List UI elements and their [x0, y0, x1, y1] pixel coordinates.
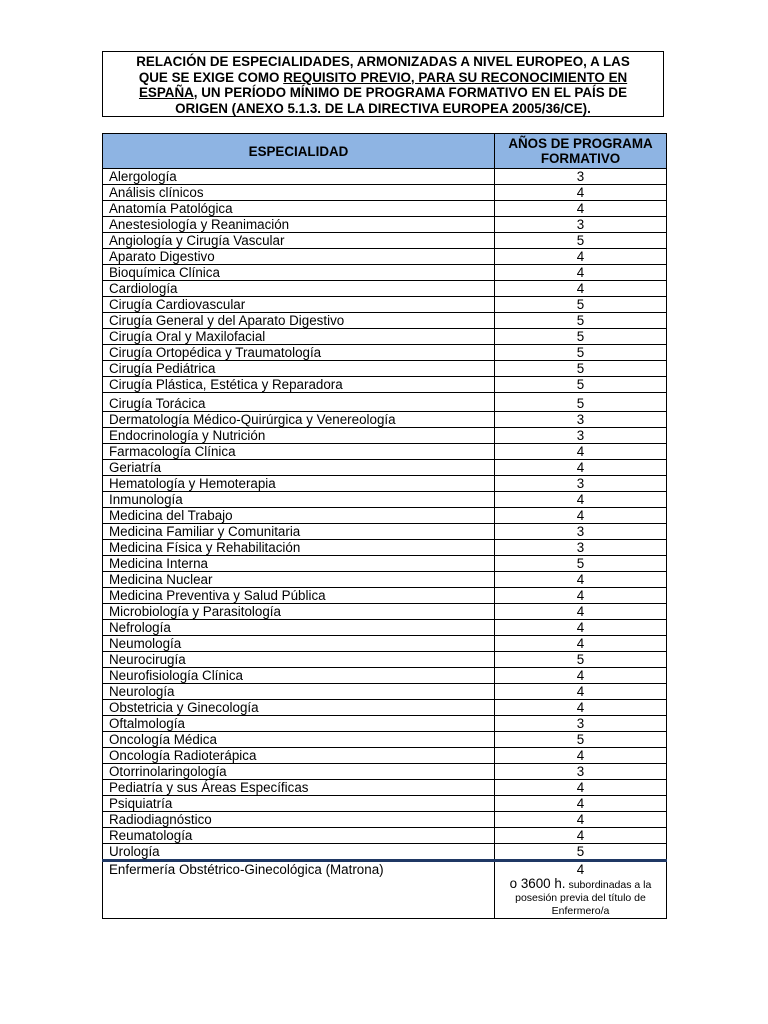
specialty-name: Angiología y Cirugía Vascular — [103, 233, 495, 249]
table-row — [103, 361, 667, 377]
table-row — [103, 828, 667, 844]
table-row — [103, 524, 667, 540]
table-row — [103, 377, 667, 393]
specialty-years: 4 — [495, 460, 667, 476]
table-header-row — [103, 134, 667, 169]
specialty-years: 3 — [495, 217, 667, 233]
table-row — [103, 684, 667, 700]
table-row — [103, 444, 667, 460]
specialty-years: 3 — [495, 428, 667, 444]
specialty-years: 3 — [495, 412, 667, 428]
specialty-name: Cirugía General y del Aparato Digestivo — [103, 313, 495, 329]
specialty-name: Neurología — [103, 684, 495, 700]
specialty-years: 3 — [495, 764, 667, 780]
specialty-name: Alergología — [103, 169, 495, 185]
specialty-years: 5 — [495, 329, 667, 345]
table-row — [103, 460, 667, 476]
title-line-3-underlined: ESPAÑA — [138, 85, 194, 101]
specialty-years: 5 — [495, 233, 667, 249]
title-line-4: ORIGEN (ANEXO 5.1.3. DE LA DIRECTIVA EUROPEA 2005/36/CE). — [175, 100, 591, 116]
specialty-years: 4 — [495, 249, 667, 265]
specialty-years: 4 — [495, 684, 667, 700]
table-row — [103, 780, 667, 796]
table-row — [103, 652, 667, 668]
specialty-years: 4 — [495, 508, 667, 524]
table-row — [103, 233, 667, 249]
specialty-name: Medicina del Trabajo — [103, 508, 495, 524]
table-row — [103, 249, 667, 265]
specialty-name: Cirugía Pediátrica — [103, 361, 495, 377]
specialty-years-note — [495, 861, 667, 919]
table-row — [103, 169, 667, 185]
specialty-name: Cirugía Ortopédica y Traumatología — [103, 345, 495, 361]
specialty-name: Microbiología y Parasitología — [103, 604, 495, 620]
title-line-3-plain: , UN PERÍODO MÍNIMO DE PROGRAMA FORMATIVO EN EL PAÍS DE — [193, 85, 628, 101]
table-row — [103, 716, 667, 732]
specialty-years: 4 — [495, 492, 667, 508]
specialty-years: 5 — [495, 345, 667, 361]
specialty-name: Farmacología Clínica — [103, 444, 495, 460]
hours-note-text-1: subordinadas a la — [568, 879, 652, 891]
title-line-2 — [103, 70, 663, 86]
specialty-name: Pediatría y sus Áreas Específicas — [103, 780, 495, 796]
table-row — [103, 329, 667, 345]
table-row — [103, 556, 667, 572]
title-line-3 — [103, 85, 663, 101]
specialty-years: 5 — [495, 844, 667, 861]
specialty-name: Enfermería Obstétrico-Ginecológica (Matrona) — [103, 861, 495, 919]
table-row — [103, 572, 667, 588]
specialty-years: 3 — [495, 716, 667, 732]
specialty-name: Radiodiagnóstico — [103, 812, 495, 828]
table-row — [103, 297, 667, 313]
table-row — [103, 345, 667, 361]
specialty-years: 5 — [495, 732, 667, 748]
specialty-name: Inmunología — [103, 492, 495, 508]
specialty-name: Cirugía Plástica, Estética y Reparadora — [103, 377, 495, 393]
specialty-years: 4 — [495, 636, 667, 652]
specialty-name: Medicina Nuclear — [103, 572, 495, 588]
specialty-name: Cirugía Cardiovascular — [103, 297, 495, 313]
table-row — [103, 620, 667, 636]
specialty-years: 5 — [495, 361, 667, 377]
table-row — [103, 636, 667, 652]
specialty-name: Neurocirugía — [103, 652, 495, 668]
specialty-years: 4 — [495, 185, 667, 201]
title-line-1: RELACIÓN DE ESPECIALIDADES, ARMONIZADAS A NIVEL EUROPEO, A LAS — [136, 54, 630, 69]
hours-note-main: o 3600 h. — [509, 876, 566, 891]
header-anos: AÑOS DE PROGRAMA FORMATIVO — [495, 134, 667, 169]
document-title — [102, 51, 664, 117]
hours-note-text-2: posesión previa del título de — [515, 892, 646, 904]
specialty-years: 4 — [495, 812, 667, 828]
specialty-name: Geriatría — [103, 460, 495, 476]
specialty-years: 4 — [495, 265, 667, 281]
specialty-name: Oncología Radioterápica — [103, 748, 495, 764]
table-row — [103, 201, 667, 217]
table-row — [103, 732, 667, 748]
table-row — [103, 313, 667, 329]
specialty-years: 4 — [495, 444, 667, 460]
specialty-years: 4 — [495, 281, 667, 297]
table-row — [103, 412, 667, 428]
table-row — [103, 492, 667, 508]
specialty-years: 4 — [495, 668, 667, 684]
specialty-years: 3 — [495, 540, 667, 556]
specialty-years: 3 — [495, 169, 667, 185]
title-line-2-underlined: REQUISITO PREVIO, PARA SU RECONOCIMIENTO EN — [283, 69, 628, 85]
specialty-name: Endocrinología y Nutrición — [103, 428, 495, 444]
specialty-name: Urología — [103, 844, 495, 861]
specialty-name: Dermatología Médico-Quirúrgica y Venereología — [103, 412, 495, 428]
table-row — [103, 428, 667, 444]
specialty-name: Neurofisiología Clínica — [103, 668, 495, 684]
specialty-years: 5 — [495, 393, 667, 412]
table-row — [103, 668, 667, 684]
specialty-name: Análisis clínicos — [103, 185, 495, 201]
specialty-years: 4 — [495, 828, 667, 844]
specialty-years: 4 — [495, 572, 667, 588]
specialty-name: Medicina Interna — [103, 556, 495, 572]
specialty-name: Oncología Médica — [103, 732, 495, 748]
specialty-name: Anestesiología y Reanimación — [103, 217, 495, 233]
specialty-name: Medicina Familiar y Comunitaria — [103, 524, 495, 540]
header-especialidad: ESPECIALIDAD — [103, 134, 495, 169]
table-row — [103, 844, 667, 861]
table-row — [103, 508, 667, 524]
specialty-name: Nefrología — [103, 620, 495, 636]
table-row — [103, 281, 667, 297]
specialty-name: Hematología y Hemoterapia — [103, 476, 495, 492]
specialty-years: 5 — [495, 652, 667, 668]
specialty-name: Otorrinolaringología — [103, 764, 495, 780]
specialty-name: Cardiología — [103, 281, 495, 297]
table-row — [103, 540, 667, 556]
table-row — [103, 604, 667, 620]
specialty-years: 5 — [495, 377, 667, 393]
hours-note-text-3: Enfermero/a — [551, 905, 610, 917]
specialty-name: Bioquímica Clínica — [103, 265, 495, 281]
specialty-years: 4 — [495, 620, 667, 636]
specialty-years: 4 — [495, 780, 667, 796]
table-row — [103, 393, 667, 412]
specialty-years: 4 — [576, 862, 585, 877]
table-row — [103, 185, 667, 201]
table-row — [103, 700, 667, 716]
table-row — [103, 796, 667, 812]
specialty-name: Medicina Preventiva y Salud Pública — [103, 588, 495, 604]
specialty-years: 4 — [495, 201, 667, 217]
hours-note — [495, 877, 666, 918]
specialty-name: Neumología — [103, 636, 495, 652]
specialty-name: Medicina Física y Rehabilitación — [103, 540, 495, 556]
specialty-years: 3 — [495, 476, 667, 492]
specialty-years: 4 — [495, 700, 667, 716]
table-row — [103, 588, 667, 604]
table-row — [103, 812, 667, 828]
specialty-years: 4 — [495, 588, 667, 604]
specialty-years: 5 — [495, 313, 667, 329]
table-row — [103, 476, 667, 492]
table-row — [103, 265, 667, 281]
specialty-years: 5 — [495, 556, 667, 572]
specialty-years: 4 — [495, 796, 667, 812]
specialty-years: 4 — [495, 748, 667, 764]
table-row — [103, 217, 667, 233]
specialty-name: Cirugía Torácica — [103, 393, 495, 412]
specialty-name: Reumatología — [103, 828, 495, 844]
table-body — [103, 169, 667, 919]
specialty-name: Psiquiatría — [103, 796, 495, 812]
table-row-matrona — [103, 861, 667, 919]
specialty-name: Cirugía Oral y Maxilofacial — [103, 329, 495, 345]
specialties-table — [102, 133, 667, 919]
specialty-name: Obstetricia y Ginecología — [103, 700, 495, 716]
specialty-name: Oftalmología — [103, 716, 495, 732]
title-line-2-plain: QUE SE EXIGE COMO — [138, 69, 284, 85]
specialty-years: 3 — [495, 524, 667, 540]
specialty-name: Aparato Digestivo — [103, 249, 495, 265]
specialty-name: Anatomía Patológica — [103, 201, 495, 217]
specialty-years: 5 — [495, 297, 667, 313]
table-row — [103, 748, 667, 764]
table-row — [103, 764, 667, 780]
specialty-years: 4 — [495, 604, 667, 620]
